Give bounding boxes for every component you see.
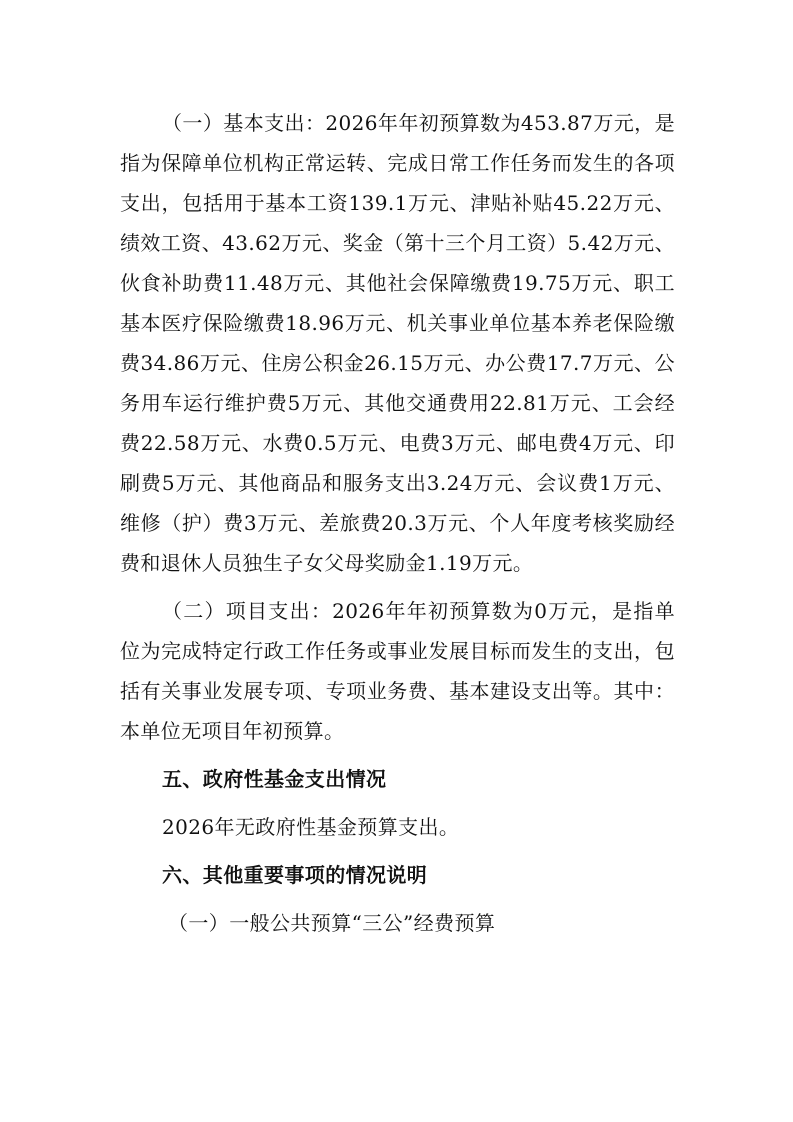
document-body (120, 103, 675, 943)
basic-expenditure-paragraph: （一）基本支出：2026年年初预算数为453.87万元，是指为保障单位机构正常运转、完成日常工作任务而发生的各项支出，包括用于基本工资139.1万元、津贴补贴45.22万元、绩效工资、43.62万元、奖金（第十三个月工资）5.42万元、伙食补助费11.48万元、其他社会保障缴费19.75万元、职工基本医疗保险缴费18.96万元、机关事业单位基本养老保险缴费34.86万元、住房公积金26.15万元、办公费17.7万元、公务用车运行维护费5万元、其他交通费用22.81万元、工会经费22.58万元、水费0.5万元、电费3万元、邮电费4万元、印刷费5万元、其他商品和服务支出3.24万元、会议费1万元、维修（护）费3万元、差旅费20.3万元、个人年度考核奖励经费和退休人员独生子女父母奖励金1.19万元。 (120, 111, 675, 575)
government-fund-text: 2026年无政府性基金预算支出。 (162, 815, 460, 839)
other-matters-heading: 六、其他重要事项的情况说明 (162, 863, 428, 887)
government-fund-heading: 五、政府性基金支出情况 (162, 767, 387, 791)
project-expenditure-paragraph: （二）项目支出：2026年年初预算数为0万元，是指单位为完成特定行政工作任务或事业发展目标而发生的支出，包括有关事业发展专项、专项业务费、基本建设支出等。其中：本单位无项目年初预算。 (120, 599, 675, 743)
three-public-expenses-heading: （一）一般公共预算“三公”经费预算 (168, 911, 496, 935)
